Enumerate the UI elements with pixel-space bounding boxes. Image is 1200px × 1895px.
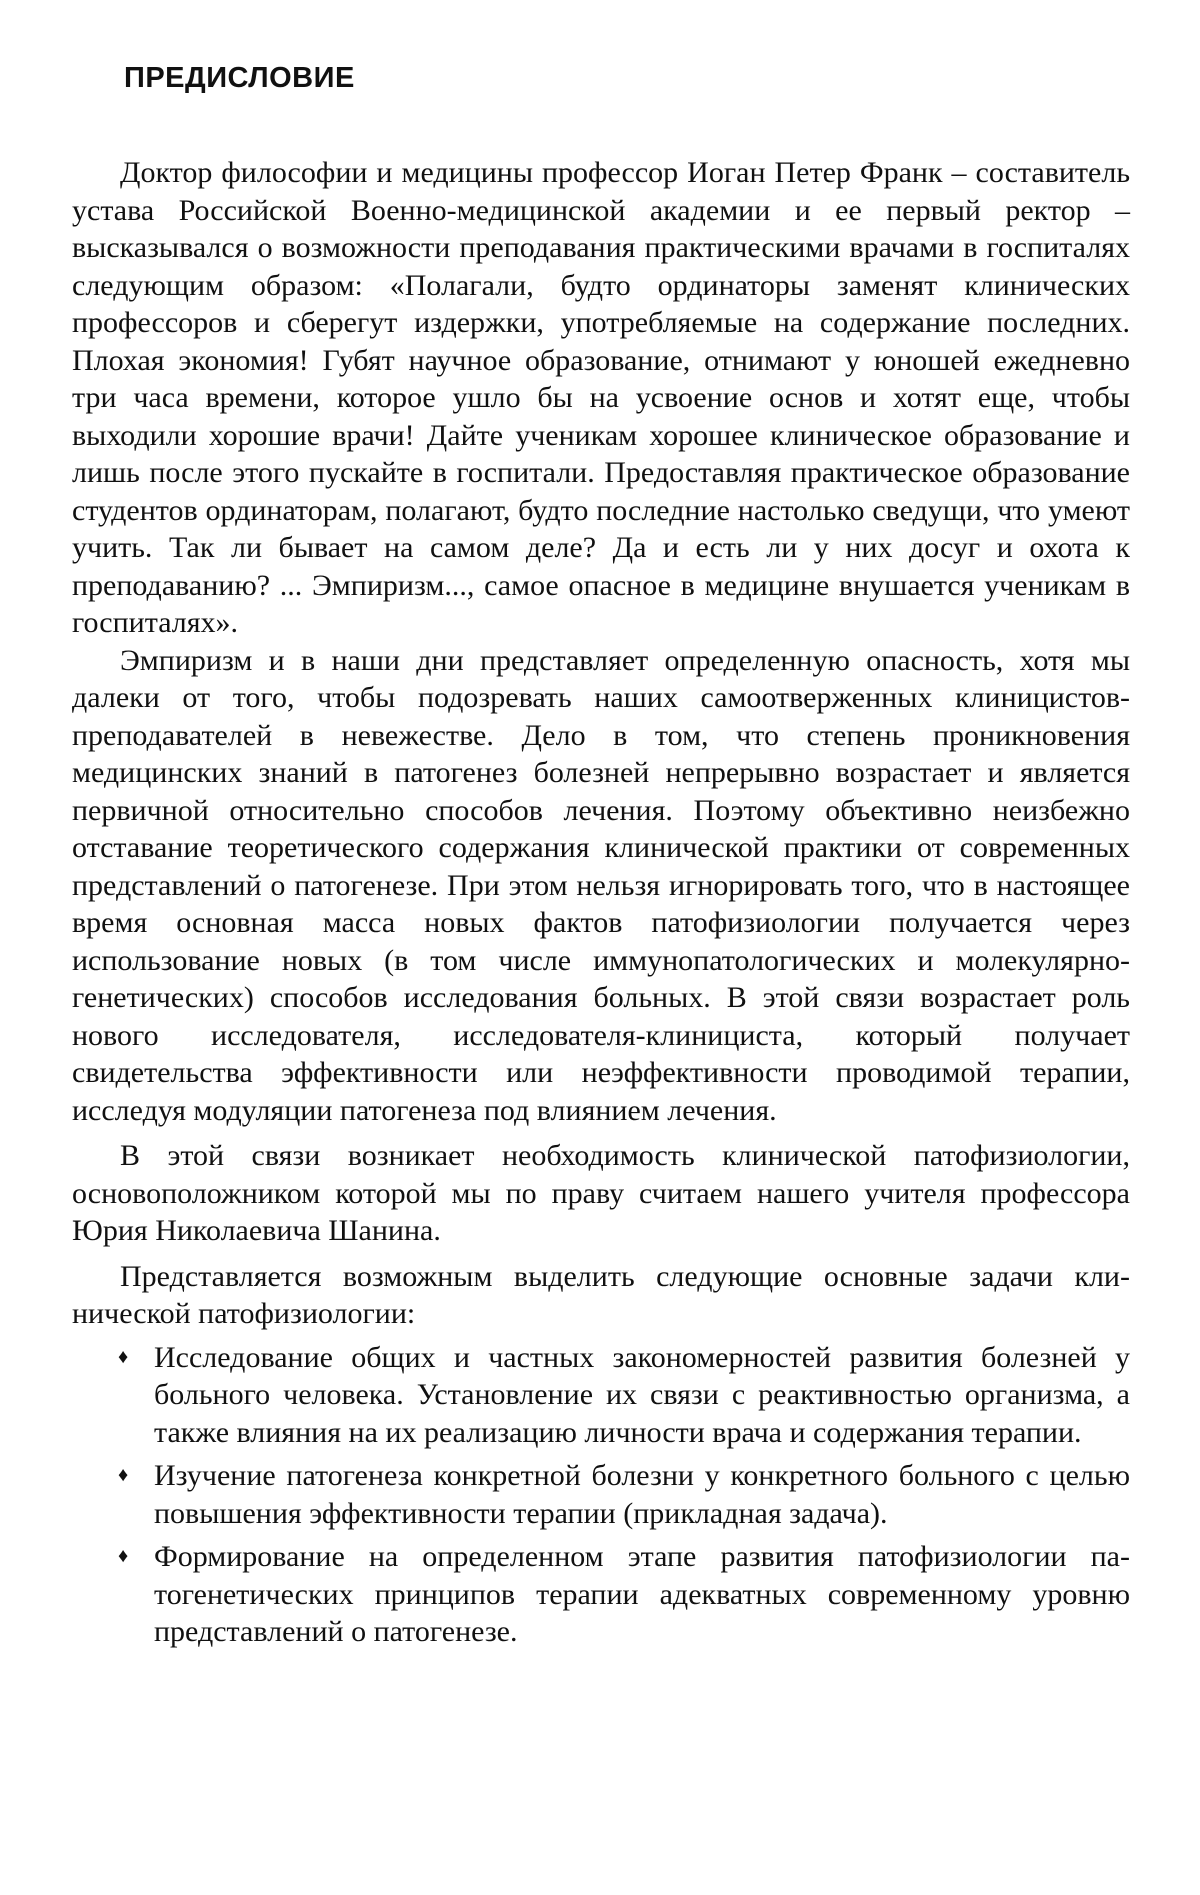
page-title: ПРЕДИСЛОВИЕ xyxy=(124,62,355,94)
diamond-bullet-icon: ♦ xyxy=(118,1464,129,1486)
paragraph-3: В этой связи возникает необходимость клинической патофизиологии, основоположником которой мы по праву считаем нашего учителя профессора Юрия Николаевича Шанина. xyxy=(72,1139,1130,1247)
paragraph-1: Доктор философии и медицины профессор Иоган Петер Франк – составитель устава Российской Военно-медицинской академии и ее первый ректор – высказывался о возможности преподавания практическими врачами в госпиталях следующим образом: «Полагали, будто ординаторы заменят клинических профессоров и сберегут издержки, употребляемые на содержание последних. Плохая экономия! Губят научное образование, отнимают у юношей ежедневно три часа времени, которое ушло бы на усвоение основ и хотят еще, чтобы выходили хорошие врачи! Дайте ученикам хорошее клиническое образование и лишь после этого пускайте в госпитали. Предоставляя практическое образование студентов ординаторам, полагают, будто последние настолько сведущи, что умеют учить. Так ли бывает на самом деле? Да и есть ли у них досуг и охота к преподаванию? ... Эмпиризм..., самое опасное в медицине внушается ученикам в госпиталях». xyxy=(72,156,1130,639)
paragraph-4: Представляется возможным выделить следующие основные задачи клинической патофизиологии: xyxy=(72,1259,1130,1330)
task-list xyxy=(72,1339,1130,1651)
list-item xyxy=(72,1538,1130,1651)
list-item xyxy=(72,1457,1130,1532)
list-item-text: Исследование общих и частных закономерностей развития болезней у больного человека. Установление их связи с реактивностью организма, а также влияния на их реализацию личности врача и содержания терапии. xyxy=(154,1340,1130,1449)
list-item xyxy=(72,1339,1130,1452)
list-item-text: Изучение патогенеза конкретной болезни у конкретного больного с целью повышения эффективности терапии (прикладная задача). xyxy=(154,1459,1130,1530)
paragraph-2: Эмпиризм и в наши дни представляет определенную опасность, хотя мы далеки от того, чтобы подозревать наших самоотверженных клиницистов-преподавателей в невежестве. Дело в том, что степень проникновения медицинских знаний в патогенез болезней непрерывно возрастает и является первичной относительно способов лечения. Поэтому объективно неизбежно отставание теоретического содержания клинической практики от современных представлений о патогенезе. При этом нельзя игнорировать того, что в настоящее время основная масса новых фактов патофизиологии получается через использование новых (в том числе иммунопатологических и молекулярно-генетических) способов исследования больных. В этой связи возрастает роль нового исследователя, исследователя-клинициста, который получает свидетельства эффективности или неэффективности проводимой терапии, исследуя модуляции патогенеза под влиянием лечения. xyxy=(72,643,1130,1127)
diamond-bullet-icon: ♦ xyxy=(118,1345,129,1368)
diamond-bullet-icon: ♦ xyxy=(118,1545,129,1567)
list-item-text: Формирование на определенном этапе развития патофизиологии патогенетических принципов терапии адекватных современному уровню представлений о патогенезе. xyxy=(154,1540,1130,1648)
document-page xyxy=(72,60,1130,1651)
